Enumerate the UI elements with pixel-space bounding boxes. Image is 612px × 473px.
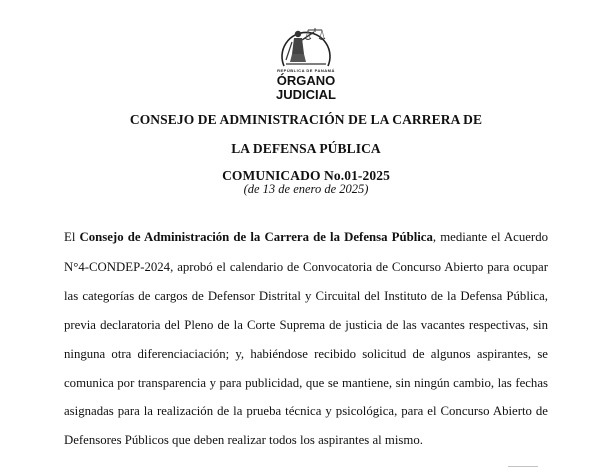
body-line-1 <box>64 230 548 245</box>
scan-mark <box>508 466 538 467</box>
body-line-1-bold-entity: Consejo de Administración de la Carrera de la Defensa Pública <box>79 230 433 244</box>
body-line-3: las categorías de cargos de Defensor Distrital y Circuital del Instituto de la Defensa Pública, <box>64 289 548 303</box>
body-line-1-suffix: , mediante el Acuerdo <box>432 230 548 244</box>
body-line-6: comunica por transparencia y para publicidad, que se mantiene, sin ningún cambio, las fechas <box>64 376 548 390</box>
justice-emblem-icon <box>264 18 348 70</box>
body-line-4: previa declaratoria del Pleno de la Corte Suprema de justicia de las vacantes respectivas, sin <box>64 318 548 332</box>
logo-judicial-text: JUDICIAL <box>276 87 336 102</box>
logo-republic-text: REPÚBLICA DE PANAMÁ <box>277 68 335 73</box>
header-title-line-2: LA DEFENSA PÚBLICA <box>231 141 381 156</box>
organo-judicial-logo <box>264 18 348 104</box>
body-line-8: Defensores Públicos que deben realizar todos los aspirantes al mismo. <box>64 433 423 447</box>
header-title-line-1: CONSEJO DE ADMINISTRACIÓN DE LA CARRERA DE <box>129 112 483 127</box>
communique-number: COMUNICADO No.01-2025 <box>222 168 390 183</box>
logo-organo-text: ÓRGANO <box>276 73 336 88</box>
body-line-1-prefix: El <box>64 230 80 244</box>
body-line-7: asignadas para la realización de la prueba técnica y psicológica, para el Concurso Abierto de <box>64 404 548 418</box>
body-line-5: ninguna otra diferenciaciación; y, habiéndose recibido solicitud de algunos aspirantes, se <box>64 347 548 361</box>
communique-date: (de 13 de enero de 2025) <box>243 182 369 196</box>
body-line-2: N°4-CONDEP-2024, aprobó el calendario de Convocatoria de Concurso Abierto para ocupar <box>64 260 548 274</box>
